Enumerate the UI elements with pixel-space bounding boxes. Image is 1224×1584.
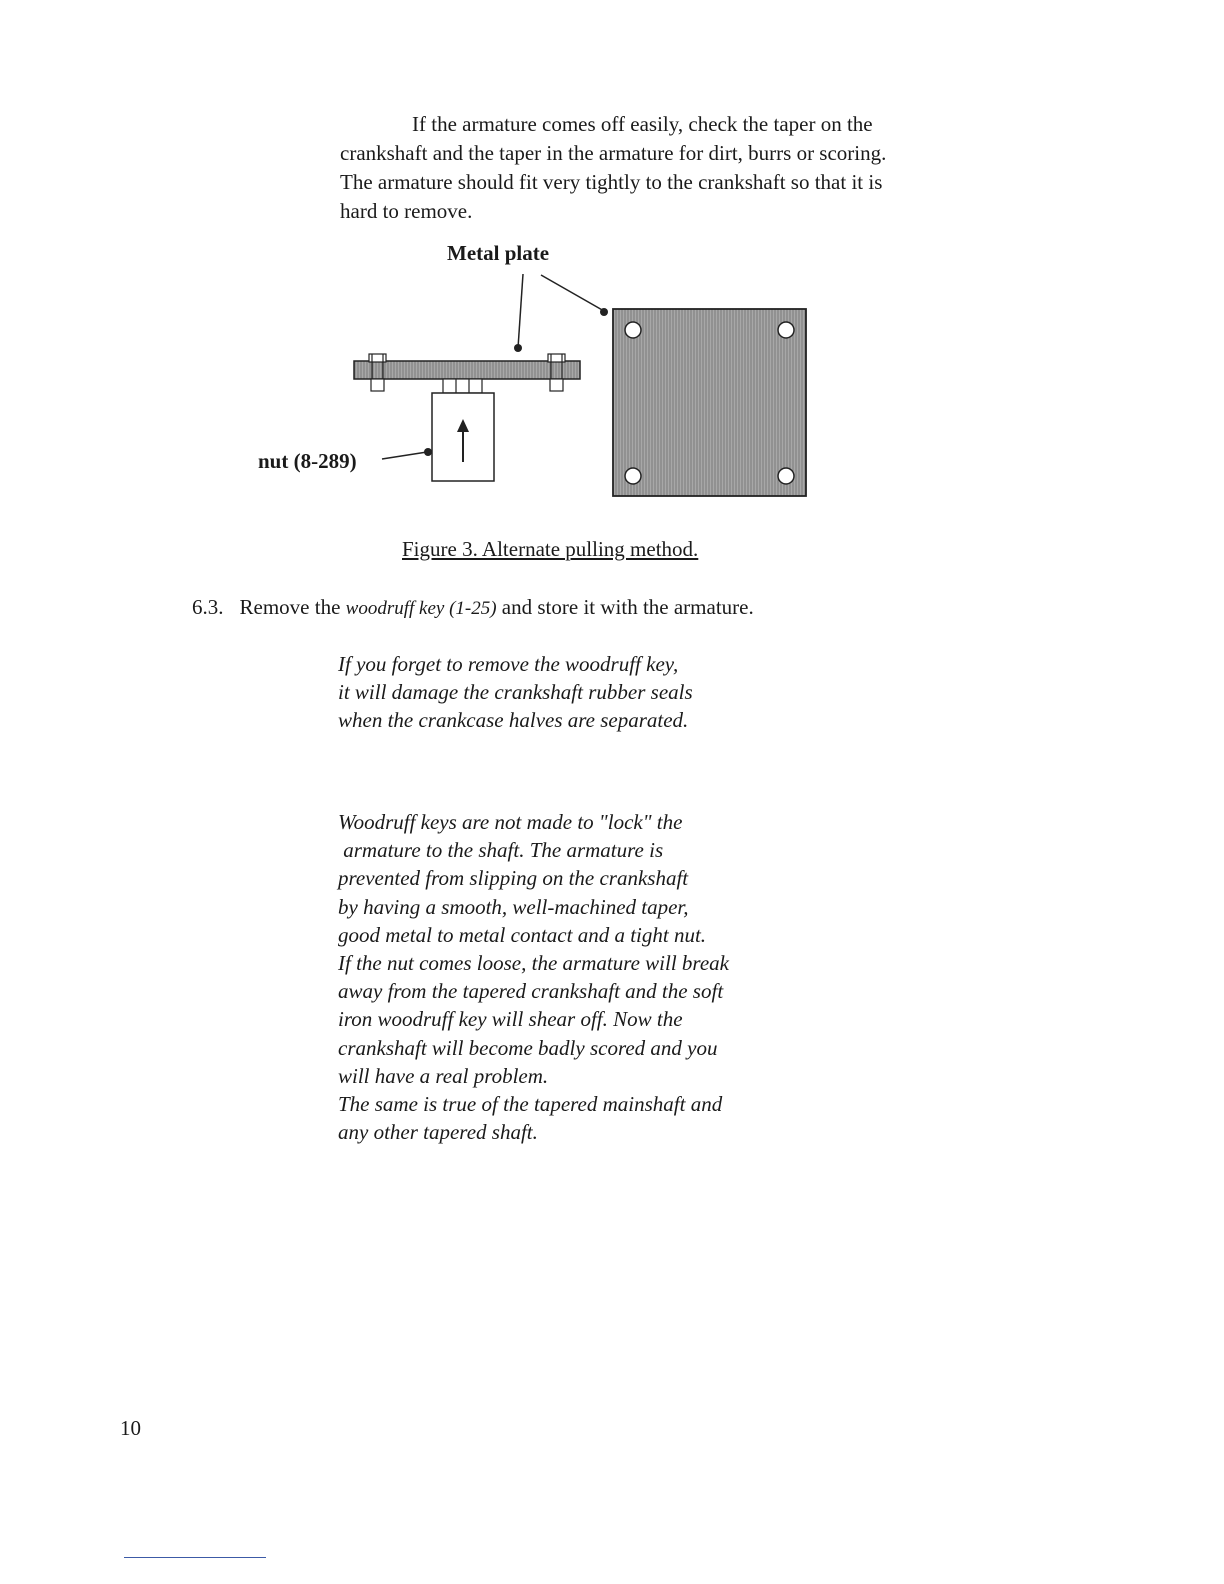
explanation-note — [338, 808, 729, 1146]
step-text-after: and store it with the armature. — [496, 595, 754, 619]
top-plate — [613, 309, 806, 496]
note-line: Woodruff keys are not made to "lock" the — [338, 810, 683, 834]
intro-line: The armature should fit very tightly to the crankshaft so that it is — [340, 170, 883, 194]
plate-hole — [625, 322, 641, 338]
step-part-reference: woodruff key (1-25) — [345, 598, 497, 619]
note-line: iron woodruff key will shear off. Now the — [338, 1007, 683, 1032]
note-line: armature to the shaft. The armature is — [338, 838, 664, 863]
note-line: by having a smooth, well-machined taper, — [338, 894, 689, 919]
note-line: good metal to metal contact and a tight nut. — [338, 922, 707, 947]
plate-hole — [625, 468, 641, 484]
note-line: any other tapered shaft. — [338, 1120, 538, 1145]
note-line: prevented from slipping on the crankshaft — [338, 866, 689, 891]
nut-shape — [443, 379, 482, 393]
plate-hole — [778, 322, 794, 338]
plate-hole — [778, 468, 794, 484]
label-nut: nut (8-289) — [258, 449, 357, 473]
footnote-separator — [124, 1557, 266, 1558]
step-number: 6.3. — [192, 595, 224, 619]
figure-caption: Figure 3. Alternate pulling method. — [402, 537, 699, 561]
leader-line-plate-top — [541, 275, 604, 311]
step-text-before: Remove the — [239, 595, 346, 619]
note-line: crankshaft will become badly scored and you — [338, 1035, 718, 1060]
intro-line: If the armature comes off easily, check the taper on the — [412, 112, 873, 136]
warning-note — [338, 650, 693, 735]
note-line: it will damage the crankshaft rubber seals — [338, 680, 693, 705]
label-metal-plate: Metal plate — [447, 241, 550, 265]
note-line: If the nut comes loose, the armature will break — [338, 951, 729, 976]
leader-line-plate-side — [518, 274, 523, 348]
note-line: The same is true of the tapered mainshaft and — [338, 1092, 723, 1117]
note-line: will have a real problem. — [338, 1063, 549, 1088]
intro-line: hard to remove. — [340, 199, 473, 223]
step-6-3 — [192, 595, 754, 620]
leader-line-nut — [382, 452, 427, 459]
note-line: when the crankcase halves are separated. — [338, 708, 689, 733]
note-line: If you forget to remove the woodruff key, — [338, 652, 679, 676]
page-number: 10 — [120, 1416, 141, 1440]
note-line: away from the tapered crankshaft and the soft — [338, 979, 724, 1004]
intro-line: crankshaft and the taper in the armature for dirt, burrs or scoring. — [340, 141, 887, 165]
side-plate — [354, 361, 580, 379]
